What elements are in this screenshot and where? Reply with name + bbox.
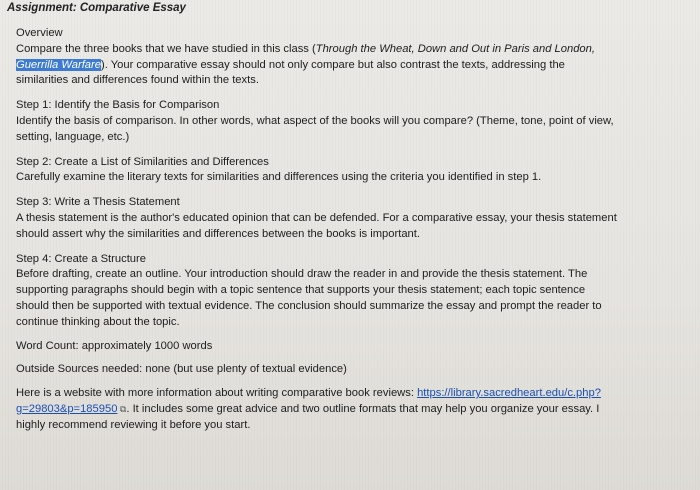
- website-text-before: Here is a website with more information about writing comparative book reviews:: [16, 387, 418, 400]
- overview-text-before: Compare the three books that we have studied in this class (: [16, 42, 316, 55]
- sacred-heart-link[interactable]: https://library.sacredheart.edu/c.php?g=29803&p=185950: [16, 387, 601, 415]
- overview-heading: Overview: [16, 27, 63, 39]
- step-text: A thesis statement is the author's educated opinion that can be defended. For a comparative essay, your thesis statement should assert why the similarities and differences between the books is important.: [16, 211, 617, 240]
- step-3: [16, 195, 618, 242]
- step-1: [16, 98, 618, 145]
- step-heading: Step 1: Identify the Basis for Comparison: [16, 99, 220, 112]
- step-heading: Step 2: Create a List of Similarities and Differences: [16, 155, 269, 168]
- step-text: Carefully examine the literary texts for similarities and differences using the criteria you identified in step 1.: [16, 171, 542, 184]
- step-heading: Step 4: Create a Structure: [16, 252, 146, 265]
- step-heading: Step 3: Write a Thesis Statement: [16, 196, 180, 209]
- step-text: Before drafting, create an outline. Your introduction should draw the reader in and provide the thesis statement. The supporting paragraphs should begin with a topic sentence that supports your thesis statement; each topic sentence should then be supported with textual evidence. The conclusion should summarize the essay and prompt the reader to continue thinking about the topic.: [16, 268, 602, 328]
- outside-sources: Outside Sources needed: none (but use plenty of textual evidence): [16, 363, 347, 376]
- overview-books: Through the Wheat, Down and Out in Paris and London,: [315, 42, 595, 55]
- external-link-icon[interactable]: ⧉: [117, 403, 127, 414]
- step-2: [16, 155, 618, 187]
- step-text: Identify the basis of comparison. In other words, what aspect of the books will you compare? (Theme, tone, point of view, setting, language, etc.): [16, 114, 614, 143]
- page-title: Assignment: Comparative Essay: [7, 2, 186, 14]
- overview-text-after: ). Your comparative essay should not only compare but also contrast the texts, addressing the similarities and differences found within the texts.: [16, 58, 565, 87]
- website-paragraph: [16, 386, 618, 433]
- step-4: [16, 252, 618, 331]
- highlighted-book[interactable]: Guerrilla Warfare: [16, 58, 101, 71]
- assignment-content: [16, 26, 618, 434]
- website-text-after: . It includes some great advice and two outline formats that may help you organize your essay. I highly recommend reviewing it before you start.: [16, 402, 600, 431]
- word-count: Word Count: approximately 1000 words: [16, 339, 213, 352]
- overview-text: [16, 42, 618, 89]
- overview-section: [16, 26, 618, 89]
